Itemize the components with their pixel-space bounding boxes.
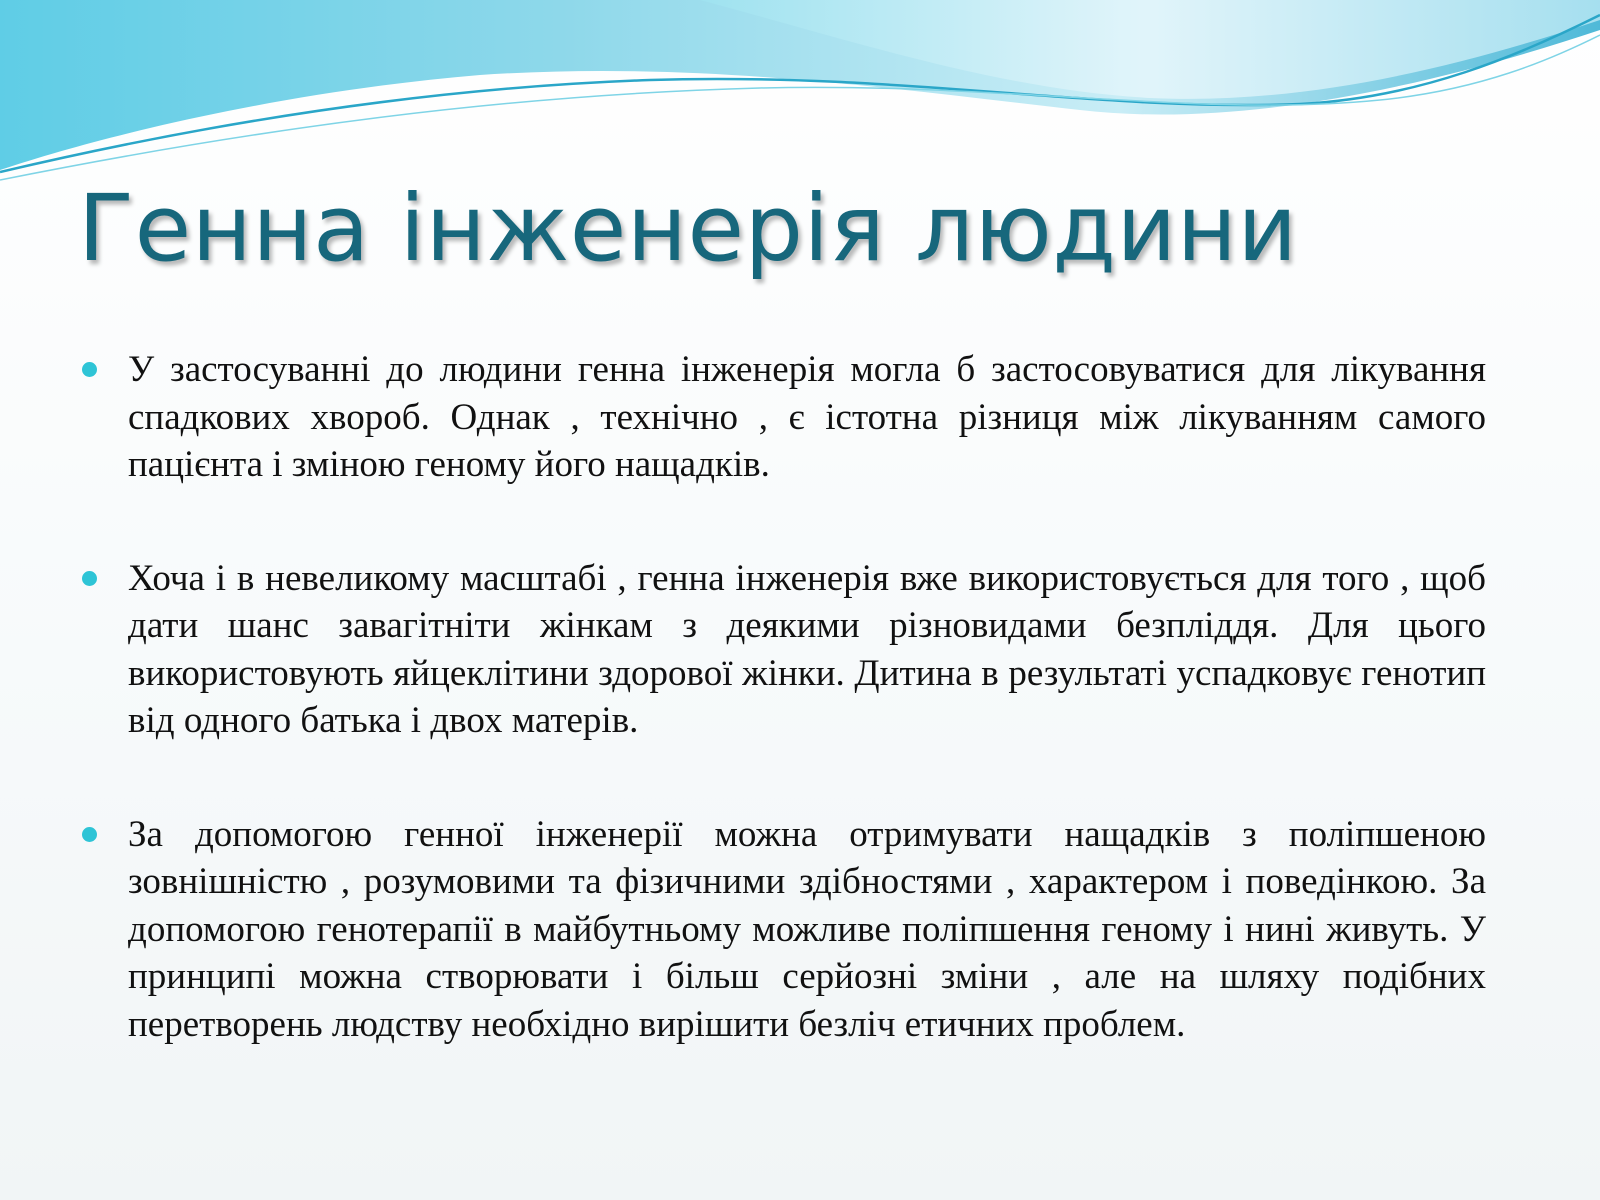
bullet-item [78,346,1486,489]
bullet-list [78,346,1486,1114]
bullet-text: У застосуванні до людини генна інженерія могла б застосовуватися для лікування спадкових хвороб. Однак , технічно , є істотна різниця між лікуванням самого пацієнта і зміною геному його нащадків. [128,349,1486,485]
wave-header-decoration [0,0,1600,200]
bullet-item [78,555,1486,745]
bullet-dot-icon [82,571,97,586]
slide-title: Генна інженерія людини [78,175,1298,282]
bullet-text: Хоча і в невеликому масштабі , генна інженерія вже використовується для того , щоб дати шанс завагітніти жінкам з деякими різновидами безпліддя. Для цього використовують яйцеклітини здорової жінки. Дитина в результаті успадковує генотип від одного батька і двох матерів. [128,557,1486,741]
bullet-dot-icon [82,362,97,377]
bullet-dot-icon [82,827,97,842]
bullet-text: За допомогою генної інженерії можна отримувати нащадків з поліпшеною зовнішністю , розумовими та фізичними здібностями , характером і поведінкою. За допомогою генотерапії в майбутньому можливе поліпшення геному і нині живуть. У принципі можна створювати і більш серйозні зміни , але на шляху подібних перетворень людству необхідно вирішити безліч етичних проблем. [128,813,1486,1045]
bullet-item [78,811,1486,1049]
